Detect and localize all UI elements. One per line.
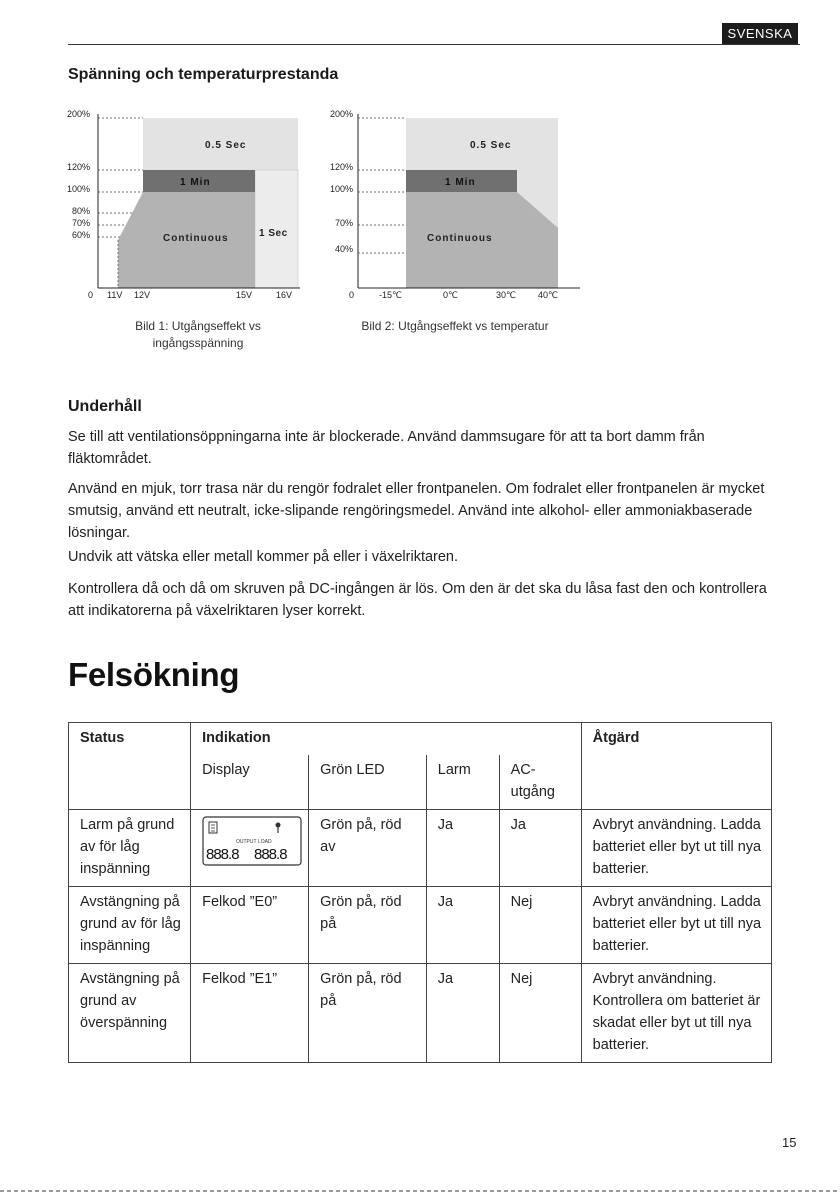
performance-charts <box>60 100 600 310</box>
caption-line: ingångsspänning <box>152 336 244 350</box>
cell-action: Avbryt användning. Kontrollera om batteriet är skadat eller byt ut till nya batterier. <box>581 964 771 1063</box>
troubleshooting-table <box>68 722 772 1063</box>
tick-label: 11V <box>107 290 123 300</box>
tick-label: 40℃ <box>538 290 559 300</box>
table-row <box>69 964 772 1063</box>
region-label: 0.5 Sec <box>205 140 247 151</box>
cell-display: Felkod ”E0” <box>191 887 309 964</box>
header-indication: Indikation <box>191 723 582 756</box>
tick-label: 80% <box>72 206 91 216</box>
lcd-output-label: OUTPUT <box>236 839 257 845</box>
tick-label: 16V <box>276 290 293 300</box>
cell-status: Avstängning på grund av överspänning <box>69 964 191 1063</box>
chart-temperature <box>330 109 580 300</box>
region-label: 1 Min <box>180 177 211 188</box>
tick-label: 0 <box>88 290 94 300</box>
section-title-troubleshooting: Felsökning <box>68 656 240 693</box>
lcd-display-icon <box>202 816 302 866</box>
region-label: 1 Sec <box>259 228 288 239</box>
cell-green-led: Grön på, röd av <box>309 810 427 887</box>
tick-label: 0 <box>349 290 355 300</box>
chart1-caption <box>100 318 296 352</box>
region-label: Continuous <box>163 233 229 244</box>
region-label: 1 Min <box>445 177 476 188</box>
maintenance-paragraph: Kontrollera då och då om skruven på DC-ingången är lös. Om den är det ska du låsa fast den och kontrollera att indikatorerna på växelriktaren lyser korrekt. <box>68 581 767 619</box>
region-label: Continuous <box>427 233 493 244</box>
page-number: 15 <box>782 1135 797 1150</box>
tick-label: 100% <box>67 184 91 194</box>
tick-label: 100% <box>330 184 354 194</box>
chart2-caption: Bild 2: Utgångseffekt vs temperatur <box>361 319 549 333</box>
tick-label: 200% <box>330 109 354 119</box>
lcd-digits: 888.8 <box>206 846 239 863</box>
lcd-digits: 888.8 <box>254 846 287 863</box>
section-title-performance: Spänning och temperaturprestanda <box>68 66 339 83</box>
cell-ac-output: Ja <box>499 810 581 887</box>
table-row <box>69 810 772 887</box>
header-green-led: Grön LED <box>309 755 427 810</box>
header-ac-output: AC-utgång <box>499 755 581 810</box>
table-header-row <box>69 723 772 756</box>
tick-label: 120% <box>330 162 354 172</box>
maintenance-paragraph: Använd en mjuk, torr trasa när du rengör fodralet eller frontpanelen. Om fodralet eller frontpanelen är mycket smutsig, använd ett neutralt, icke-slipande rengöringsmedel. Använd inte alkohol- eller ammoniakbaserade lösningar. <box>68 481 765 541</box>
tick-label: 60% <box>72 230 91 240</box>
tick-label: 70% <box>335 218 354 228</box>
header-display: Display <box>191 755 309 810</box>
tick-label: 70% <box>72 218 91 228</box>
cell-alarm: Ja <box>426 887 499 964</box>
cell-status: Larm på grund av för låg inspänning <box>69 810 191 887</box>
cell-ac-output: Nej <box>499 887 581 964</box>
tick-label: 200% <box>67 109 91 119</box>
header-rule <box>68 44 800 45</box>
header-status: Status <box>69 723 191 810</box>
cell-status: Avstängning på grund av för låg inspänning <box>69 887 191 964</box>
cell-action: Avbryt användning. Ladda batteriet eller byt ut till nya batterier. <box>581 810 771 887</box>
cell-green-led: Grön på, röd på <box>309 887 427 964</box>
cell-alarm: Ja <box>426 964 499 1063</box>
header-action: Åtgärd <box>581 723 771 810</box>
maintenance-paragraph: Undvik att vätska eller metall kommer på eller i växelriktaren. <box>68 549 459 565</box>
section-title-maintenance: Underhåll <box>68 398 142 415</box>
cell-ac-output: Nej <box>499 964 581 1063</box>
lcd-load-label: LOAD <box>258 839 272 845</box>
maintenance-paragraph: Se till att ventilationsöppningarna inte är blockerade. Använd dammsugare för att ta bort damm från fläktområdet. <box>68 429 705 467</box>
region-label: 0.5 Sec <box>470 140 512 151</box>
tick-label: 15V <box>236 290 253 300</box>
tick-label: 12V <box>134 290 151 300</box>
table-row <box>69 887 772 964</box>
tick-label: 120% <box>67 162 91 172</box>
tick-label: 0℃ <box>443 290 459 300</box>
cell-display <box>191 810 309 887</box>
cell-display: Felkod ”E1” <box>191 964 309 1063</box>
cell-action: Avbryt användning. Ladda batteriet eller byt ut till nya batterier. <box>581 887 771 964</box>
tick-label: 30℃ <box>496 290 517 300</box>
header-alarm: Larm <box>426 755 499 810</box>
chart-voltage <box>67 109 300 300</box>
language-tab: SVENSKA <box>722 23 798 44</box>
cell-green-led: Grön på, röd på <box>309 964 427 1063</box>
caption-line: Bild 1: Utgångseffekt vs <box>135 319 261 333</box>
tick-label: -15℃ <box>379 290 403 300</box>
tick-label: 40% <box>335 244 354 254</box>
cell-alarm: Ja <box>426 810 499 887</box>
